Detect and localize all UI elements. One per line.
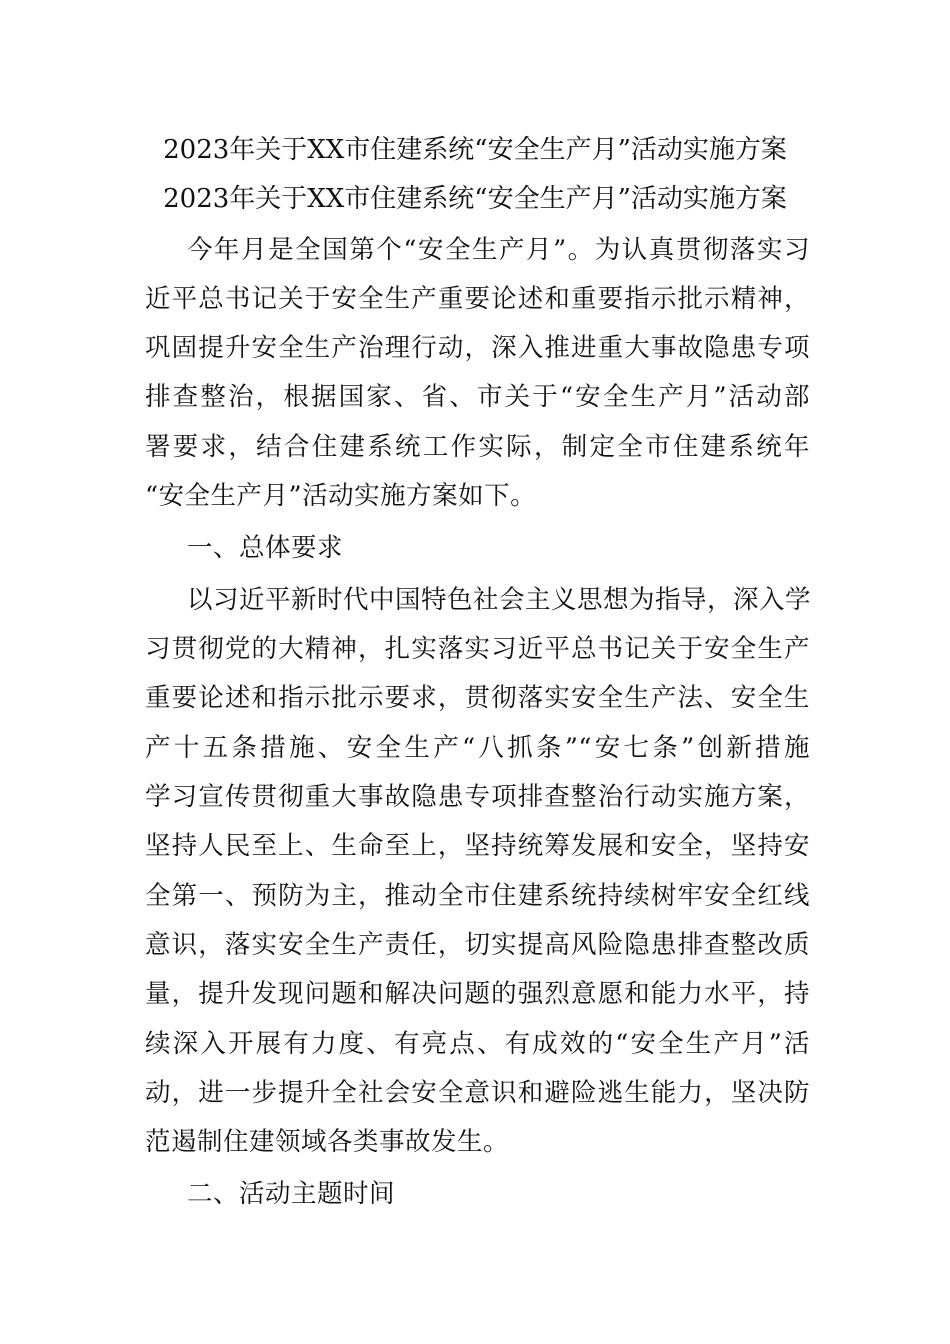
paragraph-line: 重要论述和指示批示要求，贯彻落实安全生产法、安全生 <box>145 683 810 713</box>
paragraph-line: 署要求，结合住建系统工作实际，制定全市住建系统年 <box>145 432 810 462</box>
paragraph-line: 范遏制住建领域各类事故发生。 <box>145 1127 510 1157</box>
section-heading: 二、活动主题时间 <box>187 1179 396 1209</box>
paragraph-line: 量，提升发现问题和解决问题的强烈意愿和能力水平，持 <box>145 979 810 1009</box>
paragraph-line: 意识，落实安全生产责任，切实提高风险隐患排查整改质 <box>145 930 810 960</box>
paragraph-line: 产十五条措施、安全生产“八抓条”“安七条”创新措施 <box>145 733 810 763</box>
paragraph-line: 以习近平新时代中国特色社会主义思想为指导，深入学 <box>187 585 812 615</box>
document-title-repeat: 2023年关于XX市住建系统“安全生产月”活动实施方案 <box>163 184 787 214</box>
section-heading: 一、总体要求 <box>187 533 344 563</box>
paragraph-line: 学习宣传贯彻重大事故隐患专项排查整治行动实施方案， <box>145 782 810 812</box>
paragraph-line: 今年月是全国第个“安全生产月”。为认真贯彻落实习 <box>187 235 810 265</box>
paragraph-line: 全第一、预防为主，推动全市住建系统持续树牢安全红线 <box>145 881 810 911</box>
paragraph-line: 排查整治，根据国家、省、市关于“安全生产月”活动部 <box>145 382 810 412</box>
paragraph-line: 巩固提升安全生产治理行动，深入推进重大事故隐患专项 <box>145 333 810 363</box>
paragraph-line: 动，进一步提升全社会安全意识和避险逃生能力，坚决防 <box>145 1078 810 1108</box>
paragraph-line: “安全生产月”活动实施方案如下。 <box>145 481 537 511</box>
paragraph-line: 坚持人民至上、生命至上，坚持统筹发展和安全，坚持安 <box>145 831 810 861</box>
paragraph-line: 习贯彻党的大精神，扎实落实习近平总书记关于安全生产 <box>145 634 810 664</box>
document-title: 2023年关于XX市住建系统“安全生产月”活动实施方案 <box>163 135 787 165</box>
paragraph-line: 近平总书记关于安全生产重要论述和重要指示批示精神， <box>145 284 810 314</box>
paragraph-line: 续深入开展有力度、有亮点、有成效的“安全生产月”活 <box>145 1029 810 1059</box>
